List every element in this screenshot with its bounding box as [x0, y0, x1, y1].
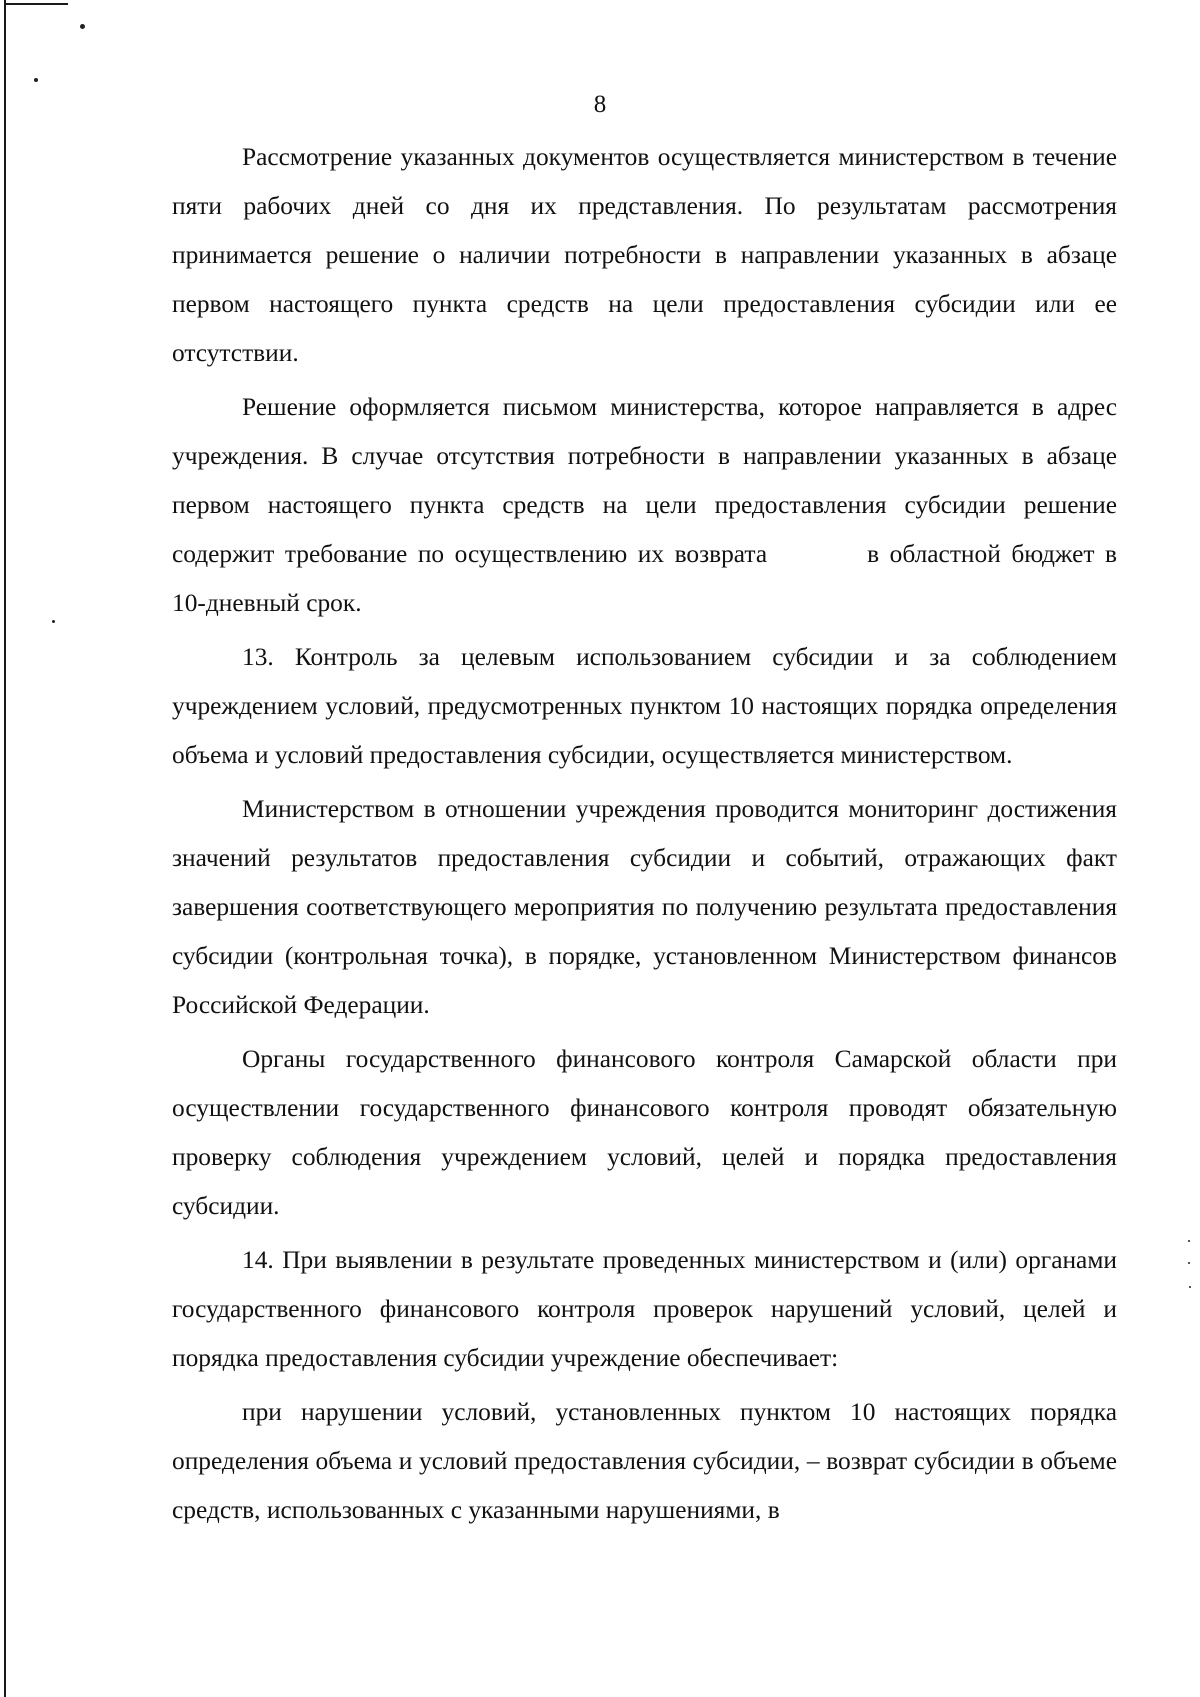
paragraph: Министерством в отношении учреждения проводится мониторинг достижения значений результатов предоставления субсидии и событий, отражающих факт завершения соответствующего мероприятия по получению результата предоставления субсидии (контрольная точка), в порядке, установленном Министерством финансов Российской Федерации. [172, 795, 1117, 1019]
paragraph-text-tail: в областной бюджет в 10-дневный срок. [172, 540, 1117, 617]
page-number: 8 [593, 91, 607, 118]
paragraph: Рассмотрение указанных документов осуществляется министерством в течение пяти рабочих дней со дня их представления. По результатам рассмотрения принимается решение о наличии потребности в направлении указанных в абзаце первом настоящего пункта средств на цели предоставления субсидии или ее отсутствии. [172, 143, 1117, 367]
page-left-edge [4, 0, 6, 1697]
paragraph [172, 383, 1117, 628]
paragraph: 14. При выявлении в результате проведенных министерством и (или) органами государственного финансового контроля проверок нарушений условий, целей и порядка предоставления субсидии учреждение обеспечивает: [172, 1246, 1117, 1372]
paragraph: 13. Контроль за целевым использованием субсидии и за соблюдением учреждением условий, предусмотренных пунктом 10 настоящих порядка определения объема и условий предоставления субсидии, осуществляется министерством. [172, 643, 1117, 769]
paragraph-text: Решение оформляется письмом министерства, которое направляется в адрес учреждения. В случае отсутствия потребности в направлении указанных в абзаце первом настоящего пункта средств на цели предоставления субсидии решение содержит требование по осуществлению их возврата [172, 393, 1117, 568]
scan-speck [1188, 1262, 1190, 1264]
document-body [172, 133, 1117, 1535]
paragraph: Органы государственного финансового контроля Самарской области при осуществлении государственного финансового контроля проводят обязательную проверку соблюдения учреждением условий, целей и порядка предоставления субсидии. [172, 1045, 1117, 1220]
scan-speck [34, 78, 38, 82]
scan-speck [52, 620, 55, 623]
scan-speck [1189, 1286, 1191, 1288]
scan-speck [1188, 1240, 1190, 1242]
page-top-edge-mark [4, 3, 68, 5]
paragraph: при нарушении условий, установленных пунктом 10 настоящих порядка определения объема и условий предоставления субсидии, – возврат субсидии в объеме средств, использованных с указанными нарушениями, в [172, 1398, 1117, 1524]
scan-speck [80, 24, 85, 29]
